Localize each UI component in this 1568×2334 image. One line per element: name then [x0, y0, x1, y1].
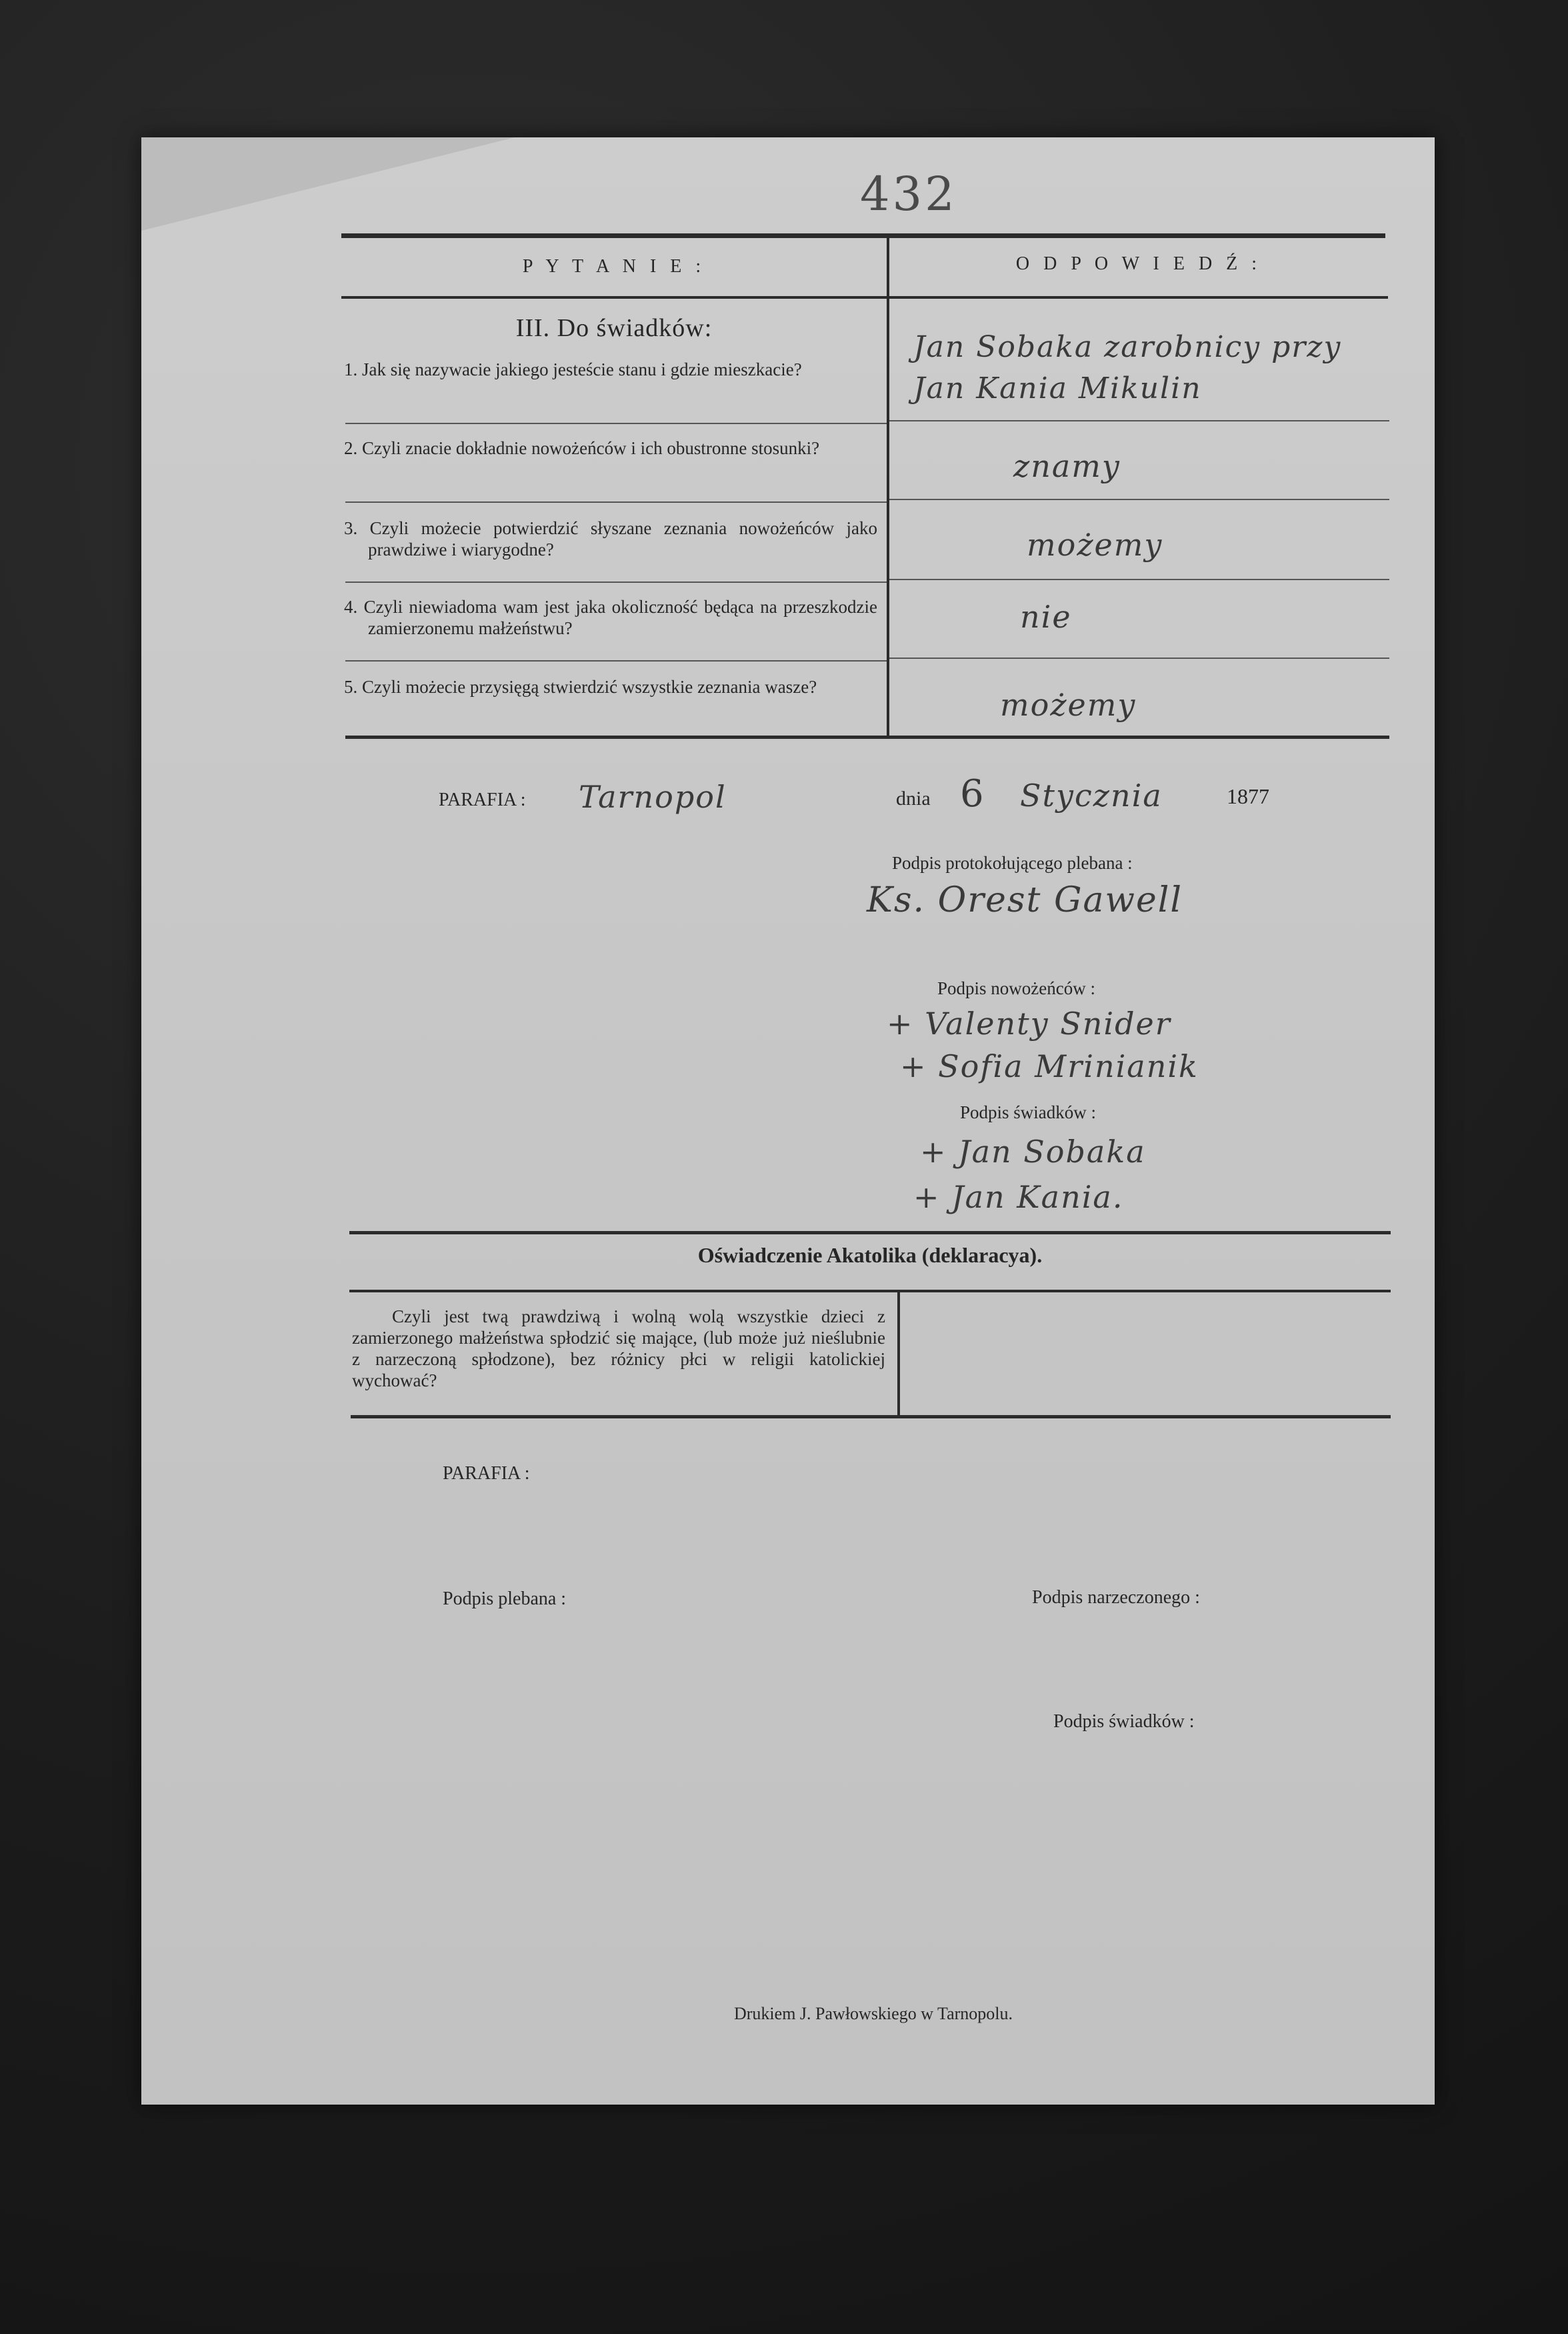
answer-4: nie [1020, 599, 1072, 635]
priest-signature-label: Podpis protokołującego plebana : [892, 853, 1133, 873]
month-value: Stycznia [1020, 778, 1163, 814]
row-rule [889, 420, 1389, 421]
section-title: III. Do świadków: [515, 314, 713, 342]
question-column-header: P Y T A N I E : [522, 256, 706, 277]
question-2: 2. Czyli znacie dokładnie nowożeńców i ich obustronne stosunki? [344, 438, 820, 458]
day-label: dnia [896, 788, 931, 810]
question-4: 4. Czyli niewiadoma wam jest jaka okoliczność będąca na przeszkodzie zamierzonemu małżeństwu? [344, 597, 877, 638]
answer-5: możemy [1000, 687, 1137, 723]
row-rule [345, 423, 887, 424]
priest-signature: Ks. Orest Gawell [867, 880, 1183, 920]
row-rule [889, 579, 1389, 580]
row-rule [345, 581, 887, 583]
question-1: 1. Jak się nazywacie jakiego jesteście stanu i gdzie mieszkacie? [344, 359, 802, 379]
year-value: 1877 [1227, 784, 1269, 808]
printer-imprint: Drukiem J. Pawłowskiego w Tarnopolu. [734, 2004, 1013, 2023]
row-rule [889, 499, 1389, 500]
bottom-parish-label: PARAFIA : [443, 1463, 530, 1484]
groom-signature-label: Podpis narzeczonego : [1032, 1587, 1200, 1608]
declaration-question: Czyli jest twą prawdziwą i wolną wolą wszystkie dzieci z zamierzonego małżeństwa spłodzić się mające, (lub może już nieślubnie z narzeczoną spłodzone), bez różnicy płci w religii katolickiej wychować? [352, 1306, 885, 1390]
declaration-top-rule [349, 1231, 1391, 1234]
couple-signature-1: + Valenty Snider [887, 1006, 1171, 1042]
answer-3: możemy [1027, 527, 1163, 563]
table-bottom-rule [345, 736, 1389, 739]
question-5: 5. Czyli możecie przysięgą stwierdzić wszystkie zeznania wasze? [344, 677, 817, 697]
couple-signature-2: + Sofia Mrinianik [900, 1048, 1199, 1084]
witness-signature-1: + Jan Sobaka [920, 1134, 1146, 1170]
answer-1: Jan Sobaka zarobnicy przy Jan Kania Mikulin [913, 330, 1342, 405]
bottom-witnesses-label: Podpis świadków : [1053, 1711, 1195, 1732]
answer-2: znamy [1013, 448, 1121, 484]
header-bottom-rule [341, 296, 1388, 299]
witness-signature-2: + Jan Kania. [913, 1179, 1124, 1215]
folded-corner [141, 137, 515, 231]
row-rule [345, 501, 887, 503]
parish-label: PARAFIA : [439, 790, 526, 810]
day-value: 6 [960, 772, 985, 816]
answer-column-header: O D P O W I E D Ź : [1015, 253, 1262, 274]
declaration-title: Oświadczenie Akatolika (deklaracya). [697, 1243, 1043, 1267]
declaration-header-rule [349, 1290, 1391, 1292]
row-rule [889, 658, 1389, 659]
bottom-priest-label: Podpis plebana : [443, 1588, 567, 1609]
declaration-bottom-rule [351, 1415, 1391, 1418]
column-divider [887, 238, 889, 737]
question-3: 3. Czyli możecie potwierdzić słyszane zeznania nowożeńców jako prawdziwe i wiarygodne? [344, 518, 877, 559]
witnesses-signature-label: Podpis świadków : [960, 1102, 1097, 1122]
page-number: 432 [860, 167, 957, 221]
row-rule [345, 660, 887, 662]
table-top-rule [341, 233, 1385, 238]
declaration-column-divider [897, 1291, 900, 1416]
document-page [141, 137, 1435, 2105]
parish-value: Tarnopol [579, 779, 727, 815]
couple-signature-label: Podpis nowożeńców : [937, 978, 1095, 998]
